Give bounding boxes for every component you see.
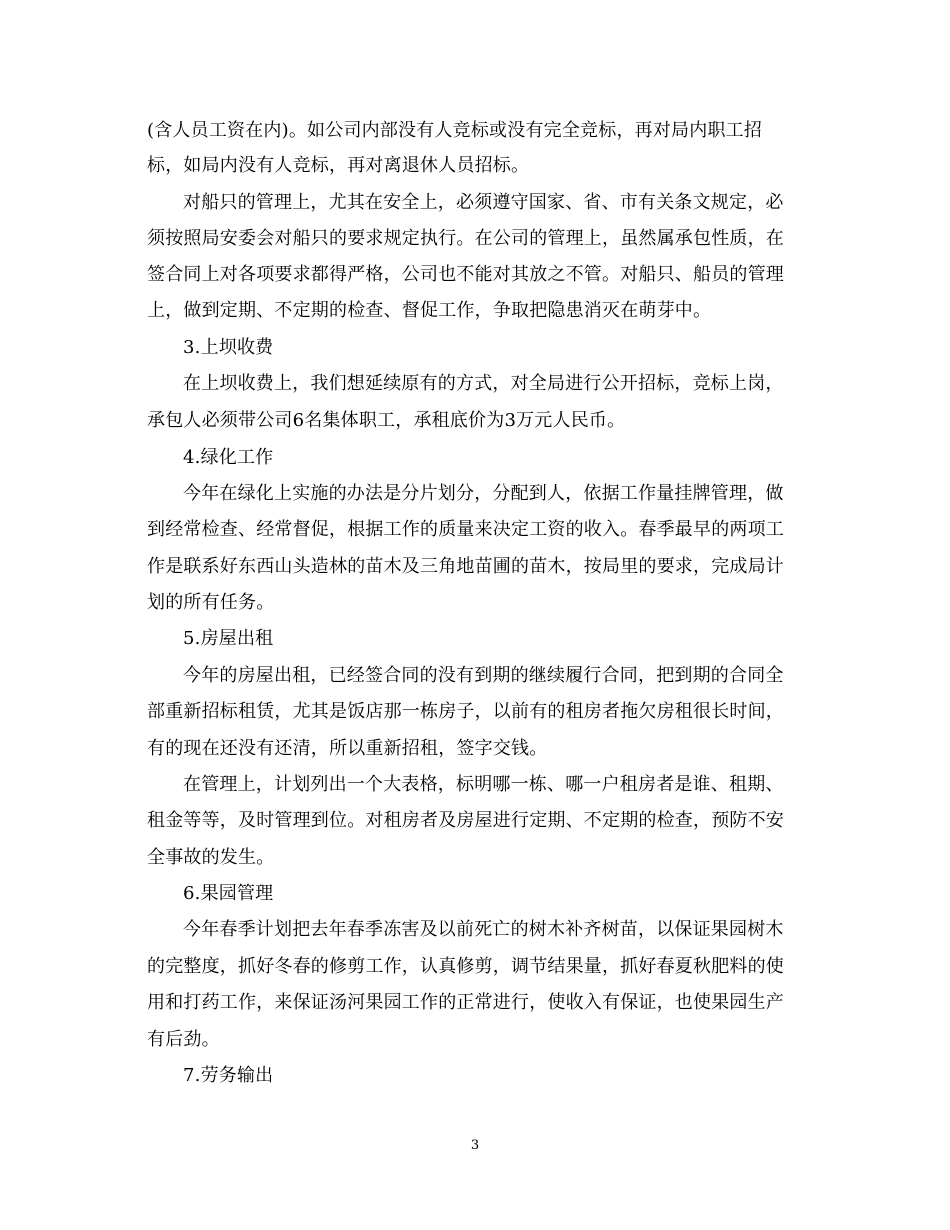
paragraph-line: (含人员工资在内)。如公司内部没有人竞标或没有完全竞标，再对局内职工招: [147, 120, 763, 141]
paragraph-line: 今年春季计划把去年春季冻害及以前死亡的树木补齐树苗，以保证果园树木: [183, 919, 784, 940]
paragraph-line: 在上坝收费上，我们想延续原有的方式，对全局进行公开招标，竞标上岗，: [183, 373, 784, 394]
paragraph-line: 须按照局安委会对船只的要求规定执行。在公司的管理上，虽然属承包性质，在: [147, 228, 784, 249]
paragraph-line: 对船只的管理上，尤其在安全上，必须遵守国家、省、市有关条文规定，必: [183, 192, 784, 213]
paragraph-line: 承包人必须带公司6名集体职工，承租底价为3万元人民币。: [147, 410, 626, 431]
section-heading: 5.房屋出租: [183, 628, 274, 649]
section-heading: 4.绿化工作: [183, 447, 274, 468]
section-heading: 3.上坝收费: [183, 337, 274, 358]
section-heading: 7.劳务输出: [183, 1065, 274, 1086]
page-number: 3: [470, 1138, 480, 1153]
paragraph-line: 的完整度，抓好冬春的修剪工作，认真修剪，调节结果量，抓好春夏秋肥料的使: [147, 956, 784, 977]
paragraph-line: 今年在绿化上实施的办法是分片划分，分配到人，依据工作量挂牌管理，做: [183, 483, 784, 504]
paragraph-line: 到经常检查、经常督促，根据工作的质量来决定工资的收入。春季最早的两项工: [147, 519, 784, 540]
paragraph-line: 有的现在还没有还清，所以重新招租，签字交钱。: [147, 738, 548, 759]
paragraph-line: 作是联系好东西山头造林的苗木及三角地苗圃的苗木，按局里的要求，完成局计: [147, 556, 784, 577]
paragraph-line: 有后劲。: [147, 1029, 220, 1050]
paragraph-line: 上，做到定期、不定期的检查、督促工作，争取把隐患消灭在萌芽中。: [147, 300, 712, 321]
paragraph-line: 签合同上对各项要求都得严格，公司也不能对其放之不管。对船只、船员的管理: [147, 264, 784, 285]
paragraph-line: 部重新招标租赁，尤其是饭店那一栋房子，以前有的租房者拖欠房租很长时间，: [147, 701, 784, 722]
paragraph-line: 标，如局内没有人竞标，再对离退休人员招标。: [147, 155, 530, 176]
paragraph-line: 全事故的发生。: [147, 847, 275, 868]
section-heading: 6.果园管理: [183, 883, 274, 904]
paragraph-line: 租金等等，及时管理到位。对租房者及房屋进行定期、不定期的检查，预防不安: [147, 810, 784, 831]
paragraph-line: 今年的房屋出租，已经签合同的没有到期的继续履行合同，把到期的合同全: [183, 665, 784, 686]
paragraph-line: 用和打药工作，来保证汤河果园工作的正常进行，使收入有保证，也使果园生产: [147, 992, 784, 1013]
paragraph-line: 划的所有任务。: [147, 592, 275, 613]
paragraph-line: 在管理上，计划列出一个大表格，标明哪一栋、哪一户租房者是谁、租期、: [183, 774, 784, 795]
